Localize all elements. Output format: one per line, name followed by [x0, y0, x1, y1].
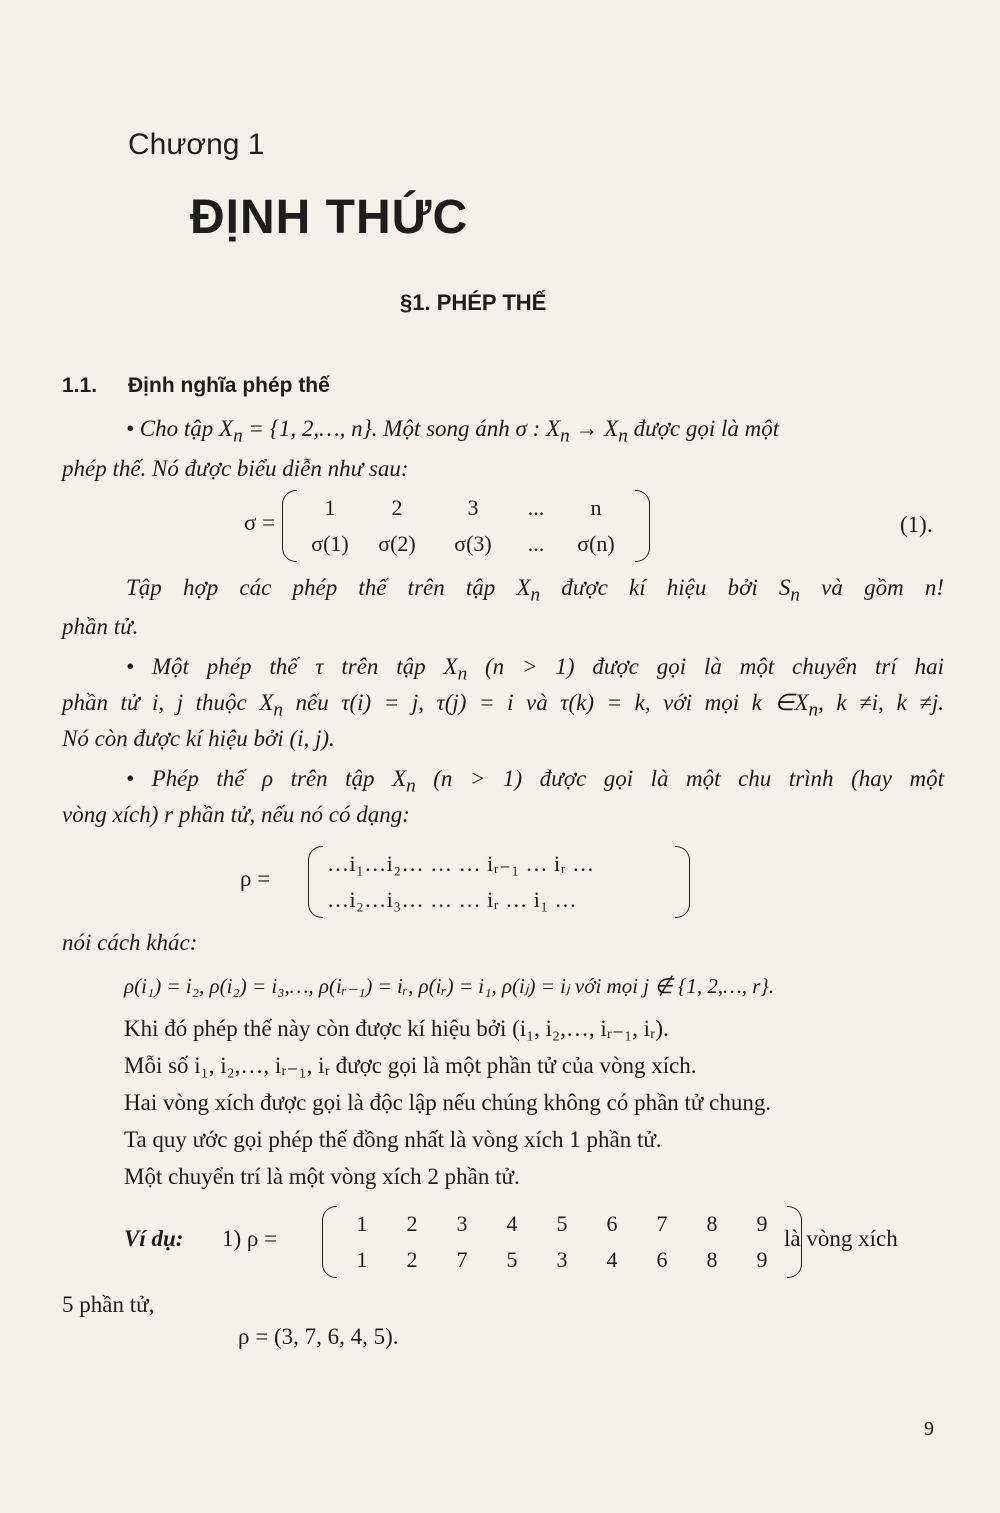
- equation-number: (1).: [900, 512, 933, 537]
- paragraph-3-line-2: phần tử i, j thuộc $X_n$ nếu τ(i) = j, τ(j) = i và τ(k) = k, với mọi k $\in X_n$, k ≠i, k ≠j.: [62, 690, 944, 721]
- example-cell-r1-c2: 2: [406, 1211, 418, 1236]
- rho-row-2: …i₂…i₃… … … iᵣ … i₁ …: [327, 887, 578, 912]
- sigma-cell-r2-c2: σ(2): [378, 531, 416, 556]
- example-line-2: 5 phần tử,: [62, 1292, 155, 1317]
- example-number: 1) ρ =: [222, 1226, 278, 1251]
- left-paren: [322, 1206, 337, 1278]
- sigma-cell-r1-c2: 2: [391, 495, 403, 520]
- example-cell-r1-c4: 4: [506, 1211, 518, 1236]
- example-matrix-cells: [337, 1206, 787, 1278]
- example-cell-r2-c8: 8: [706, 1247, 718, 1272]
- example-cell-r2-c3: 7: [456, 1247, 468, 1272]
- paragraph-5-line-4: Mỗi số i₁, i₂,…, iᵣ₋₁, iᵣ được gọi là một phần tử của vòng xích.: [124, 1053, 697, 1078]
- paragraph-4-line-1: • Phép thế ρ trên tập $X_n$ (n > 1) được gọi là một chu trình (hay một: [126, 766, 944, 797]
- paragraph-3-line-3: Nó còn được kí hiệu bởi (i, j).: [62, 726, 335, 751]
- chapter-title: ĐỊNH THỨC: [190, 191, 469, 244]
- rho-row-1: …i₁…i₂… … … iᵣ₋₁ … iᵣ …: [327, 851, 595, 876]
- example-line-3: ρ = (3, 7, 6, 4, 5).: [238, 1324, 399, 1349]
- example-cell-r1-c3: 3: [456, 1211, 468, 1236]
- sigma-lhs: σ =: [244, 510, 276, 535]
- example-cell-r1-c5: 5: [556, 1211, 568, 1236]
- section-title: §1. PHÉP THẾ: [400, 290, 547, 315]
- sigma-cell-r2-c3: σ(3): [454, 531, 492, 556]
- paragraph-2-line-1: Tập hợp các phép thế trên tập $X_n$ được kí hiệu bởi $S_n$ và gồm n!: [126, 575, 945, 606]
- sigma-cell-r1-c3: 3: [467, 495, 479, 520]
- example-cell-r2-c9: 9: [756, 1247, 768, 1272]
- paragraph-5-line-5: Hai vòng xích được gọi là độc lập nếu chúng không có phần tử chung.: [124, 1090, 772, 1115]
- paragraph-1-line-2: phép thế. Nó được biểu diễn như sau:: [62, 456, 409, 481]
- sigma-cell-r1-c1: 1: [324, 495, 336, 520]
- rho-matrix: [308, 846, 690, 918]
- sigma-cell-r2-c4: ...: [527, 531, 545, 556]
- sigma-cell-r2-c1: σ(1): [311, 531, 349, 556]
- left-paren: [282, 490, 297, 562]
- right-paren: [635, 490, 650, 562]
- sigma-cell-r1-c4: ...: [527, 495, 545, 520]
- example-after-text: là vòng xích: [784, 1226, 898, 1251]
- paragraph-5-line-7: Một chuyển trí là một vòng xích 2 phần tử.: [124, 1164, 520, 1189]
- page-number: 9: [924, 1418, 934, 1440]
- paragraph-4-line-2: vòng xích) r phần tử, nếu nó có dạng:: [62, 802, 410, 827]
- example-cell-r2-c5: 3: [556, 1247, 568, 1272]
- example-cell-r1-c6: 6: [606, 1211, 618, 1236]
- example-cell-r2-c7: 6: [656, 1247, 668, 1272]
- example-cell-r2-c2: 2: [406, 1247, 418, 1272]
- subsection-number: 1.1.: [62, 374, 98, 397]
- subsection-heading: [62, 374, 330, 398]
- rho-matrix-cells: [323, 846, 675, 918]
- example-cell-r1-c9: 9: [756, 1211, 768, 1236]
- example-cell-r1-c8: 8: [706, 1211, 718, 1236]
- paragraph-3-line-1: • Một phép thế τ trên tập $X_n$ (n > 1) được gọi là một chuyển trí hai: [126, 654, 944, 685]
- sigma-matrix: [282, 490, 650, 562]
- paragraph-5-line-2: ρ(i₁) = i₂, ρ(i₂) = i₃,…, ρ(iᵣ₋₁) = iᵣ, ρ(iᵣ) = i₁, ρ(iⱼ) = iⱼ với mọi j ∉ {1, 2,…, r}.: [124, 974, 775, 998]
- rho-lhs: ρ =: [240, 866, 271, 891]
- sigma-cell-r2-c5: σ(n): [577, 531, 615, 556]
- example-cell-r2-c6: 4: [606, 1247, 618, 1272]
- example-cell-r2-c1: 1: [356, 1247, 368, 1272]
- subsection-text: Định nghĩa phép thế: [128, 374, 330, 397]
- example-matrix: [322, 1206, 802, 1278]
- paragraph-1-line-1: • Cho tập $X_n = \{1$, 2,…, n}. Một song ánh σ : $X_n \to X_n$ được gọi là một: [126, 416, 780, 447]
- paragraph-5-line-3: Khi đó phép thế này còn được kí hiệu bởi (i₁, i₂,…, iᵣ₋₁, iᵣ).: [124, 1016, 669, 1041]
- chapter-label: Chương 1: [128, 128, 265, 161]
- example-cell-r2-c4: 5: [506, 1247, 518, 1272]
- example-label: Ví dụ:: [124, 1226, 184, 1251]
- sigma-cell-r1-c5: n: [590, 495, 602, 520]
- paragraph-5-line-6: Ta quy ước gọi phép thế đồng nhất là vòng xích 1 phần tử.: [124, 1127, 662, 1152]
- paragraph-2-line-2: phần tử.: [62, 614, 139, 639]
- left-paren: [308, 846, 323, 918]
- sigma-matrix-cells: [297, 490, 635, 562]
- example-cell-r1-c7: 7: [656, 1211, 668, 1236]
- example-cell-r1-c1: 1: [356, 1211, 368, 1236]
- paragraph-5-line-1: nói cách khác:: [62, 930, 198, 955]
- right-paren: [675, 846, 690, 918]
